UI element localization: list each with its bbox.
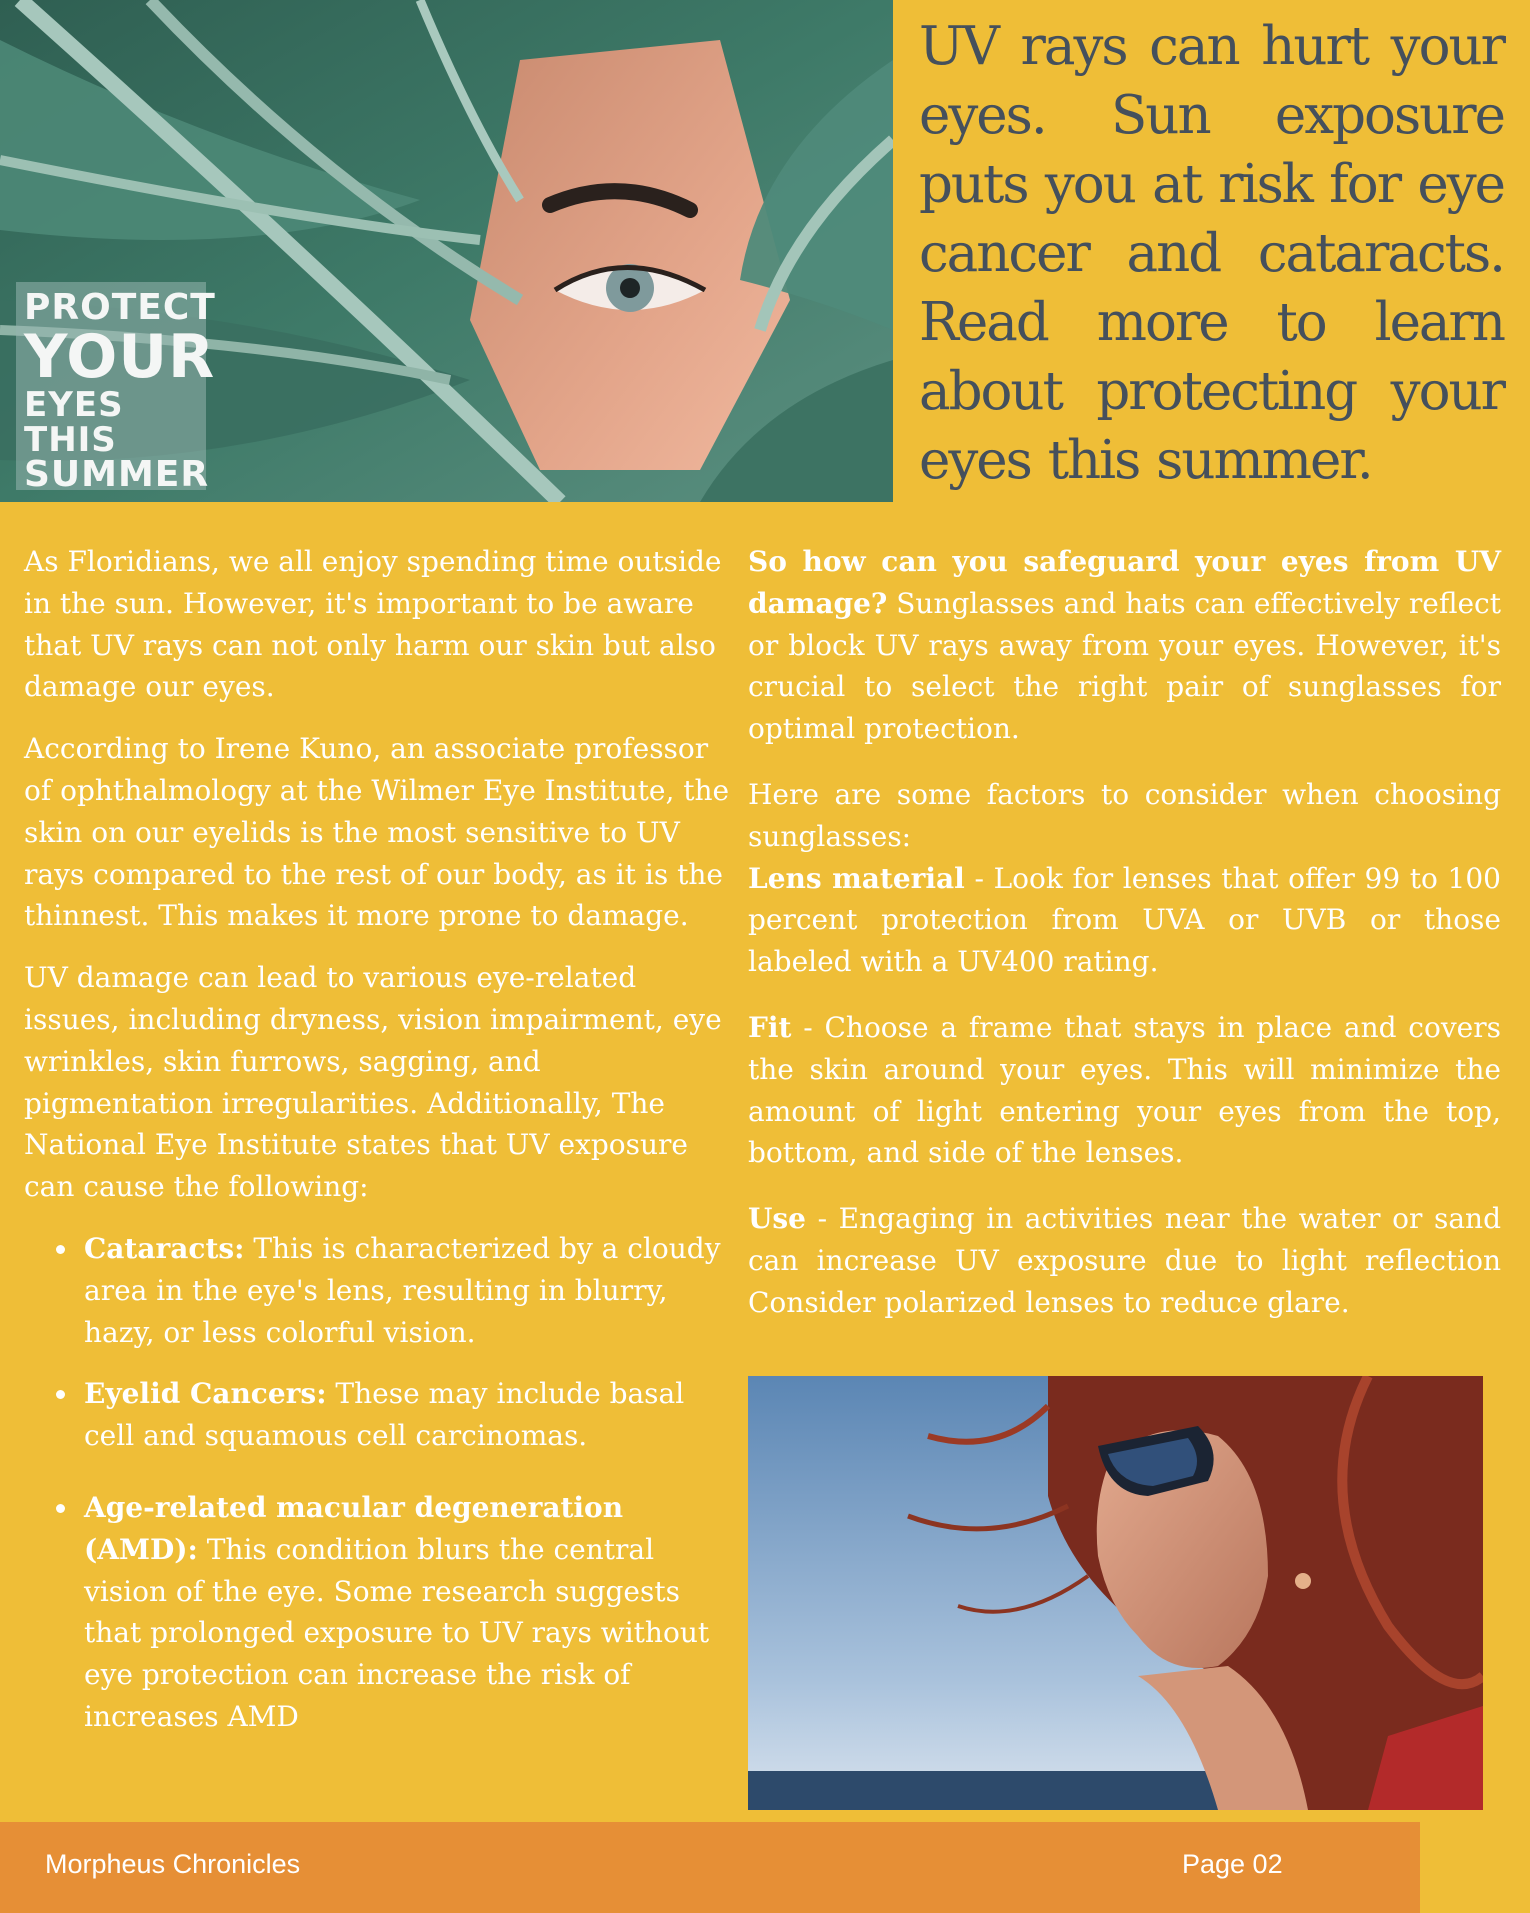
- factor-text: - Look for lenses that offer 99 to 100 percent protection from UVA or UVB or those labeled with a UV400 rating.: [748, 861, 1501, 979]
- list-item: [84, 1228, 732, 1353]
- publication-title: Morpheus Chronicles: [45, 1849, 301, 1879]
- condition-term: Eyelid Cancers:: [84, 1377, 327, 1411]
- promo-line-2: YOUR: [24, 321, 216, 392]
- page-number: Page 02: [1182, 1849, 1283, 1879]
- uv-conditions-list: [24, 1228, 732, 1738]
- promo-line-3: EYES THIS: [24, 384, 124, 460]
- protect-your-eyes-promo: [16, 282, 216, 496]
- factors-intro: Here are some factors to consider when choosing sunglasses:: [748, 777, 1501, 853]
- condition-term: Cataracts:: [84, 1231, 245, 1265]
- condition-text: These may include basal cell and squamous cell carcinomas.: [84, 1377, 685, 1453]
- beach-illustration: [748, 1376, 1483, 1810]
- list-item: [84, 1487, 732, 1738]
- hero-eye-leaves-image: [0, 0, 893, 502]
- factor-lens-material: [748, 858, 1501, 983]
- factor-text: - Engaging in activities near the water or sand can increase UV exposure due to light reflection Consider polarized lenses to reduce glare.: [748, 1202, 1501, 1319]
- condition-term: Age-related macular degeneration (AMD):: [84, 1490, 624, 1566]
- woman-sunglasses-image: [748, 1376, 1483, 1810]
- promo-line-4: SUMMER: [24, 454, 210, 496]
- safeguard-text: Sunglasses and hats can effectively reflect or block UV rays away from your eyes. However, it's crucial to select the right pair of sunglasses for optimal protection.: [748, 586, 1501, 746]
- factor-fit: [748, 1007, 1501, 1174]
- factor-text: - Choose a frame that stays in place and covers the skin around your eyes. This will minimize the amount of light entering your eyes from the top, bottom, and side of the lenses.: [748, 1010, 1501, 1170]
- promo-line-1: PROTECT: [24, 287, 216, 328]
- factor-term: Use: [748, 1202, 806, 1236]
- uv-damage-paragraph: UV damage can lead to various eye-related issues, including dryness, vision impairment, eye wrinkles, skin furrows, sagging, and pigmentation irregularities. Additionally, The National Eye Institute states that UV exposure can cause the following:: [24, 961, 722, 1204]
- factor-use: [748, 1198, 1501, 1323]
- condition-text: This condition blurs the central vision of the eye. Some research suggests that prolonged exposure to UV rays without eye protection can increase the risk of increases AMD: [84, 1532, 710, 1733]
- factor-term: Lens material: [748, 861, 965, 895]
- intro-paragraph: As Floridians, we all enjoy spending time outside in the sun. However, it's important to be aware that UV rays can not only harm our skin but also damage our eyes.: [24, 545, 722, 704]
- safeguard-paragraph: [748, 541, 1501, 750]
- page-headline: UV rays can hurt your eyes. Sun exposure puts you at risk for eye cancer and cataracts. Read more to learn about protecting your eyes this summer.: [919, 16, 1504, 491]
- factor-term: Fit: [748, 1010, 792, 1044]
- left-column: [24, 541, 732, 1758]
- safeguard-question: So how can you safeguard your eyes from UV damage?: [748, 545, 1501, 620]
- list-item: [84, 1373, 732, 1457]
- right-column: [748, 541, 1501, 1324]
- eyelid-skin-paragraph: According to Irene Kuno, an associate professor of ophthalmology at the Wilmer Eye Institute, the skin on our eyelids is the most sensitive to UV rays compared to the rest of our body, as it is the thinnest. This makes it more prone to damage.: [24, 732, 730, 933]
- footer-bar: [0, 1822, 1420, 1913]
- condition-text: This is characterized by a cloudy area in the eye's lens, resulting in blurry, hazy, or less colorful vision.: [84, 1231, 721, 1349]
